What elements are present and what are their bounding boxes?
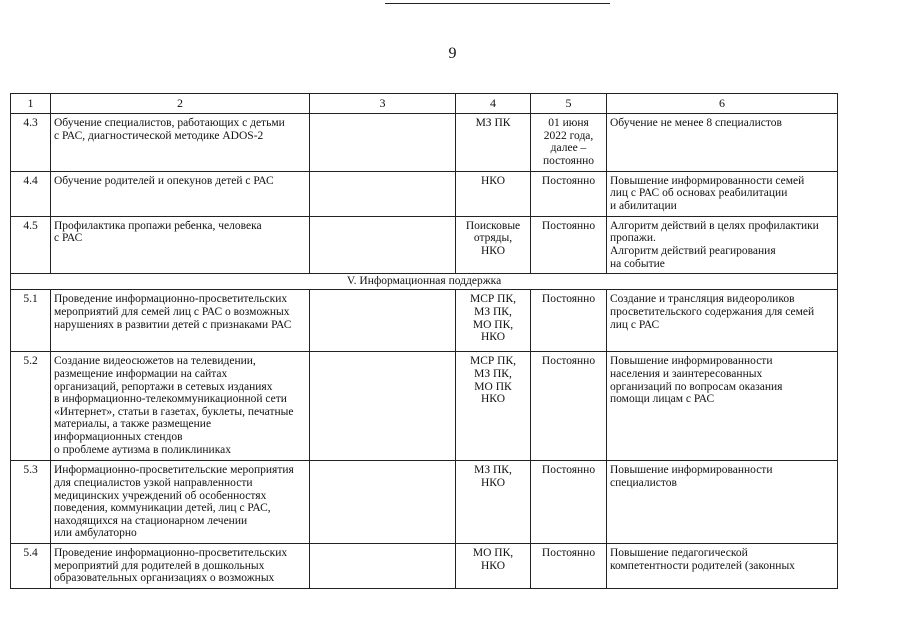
cell-line: помощи лицам с РАС [610,393,715,406]
cell-line: организаций, репортажи в сетевых изданиях [54,380,273,393]
cell-line: Постоянно [541,464,596,477]
result-cell [607,290,838,352]
action-cell [51,544,310,589]
cell-line: МСР ПК, [469,355,517,368]
result-cell [607,352,838,461]
action-cell [51,461,310,544]
executor-cell [456,216,531,274]
table-row [11,544,838,589]
cell-line: МО ПК, [472,318,514,331]
cell-line: на событие [610,257,665,270]
row-number: 5.2 [11,352,51,461]
cell-line: размещение информации на сайтах [54,367,228,380]
header-cell: 2 [51,94,310,114]
table-row [11,216,838,274]
empty-cell [310,461,456,544]
cell-line: Создание и трансляция видеороликов [610,293,795,306]
cell-line: населения и заинтересованных [610,367,763,380]
cell-line: НКО [481,331,505,344]
result-cell [607,114,838,172]
cell-line: МЗ ПК [475,117,511,130]
cell-line: просветительского содержания для семей [610,305,815,318]
table-row [11,461,838,544]
cell-line: или амбулаторно [54,527,137,540]
term-cell [531,290,607,352]
cell-line: компетентности родителей (законных [610,559,795,572]
table-row [11,290,838,352]
cell-line: Поисковые [465,219,521,232]
row-number: 5.3 [11,461,51,544]
cell-line: организаций по вопросам оказания [610,380,783,393]
empty-cell [310,114,456,172]
executor-cell [456,352,531,461]
cell-line: материалы, а также размещение [54,418,212,431]
executor-cell [456,290,531,352]
cell-line: МО ПК [474,380,512,393]
action-cell [51,114,310,172]
action-cell [51,216,310,274]
cell-line: Повышение педагогической [610,547,748,560]
action-cell [51,290,310,352]
cell-line: Создание видеосюжетов на телевидении, [54,355,256,368]
cell-line: Алгоритм действий в целях профилактики [610,219,819,232]
executor-cell [456,544,531,589]
cell-line: НКО [481,476,505,489]
row-number: 4.5 [11,216,51,274]
cell-line: Обучение специалистов, работающих с детьми [54,117,285,130]
cell-line: в информационно-телекоммуникационной сети [54,393,287,406]
cell-line: Алгоритм действий реагирования [610,244,776,257]
cell-line: МЗ ПК, [474,464,512,477]
cell-line: НКО [481,174,505,187]
row-number: 5.4 [11,544,51,589]
empty-cell [310,544,456,589]
term-cell [531,171,607,216]
action-cell [51,352,310,461]
cell-line: Повышение информированности [610,355,773,368]
cell-line: Постоянно [541,355,596,368]
cell-line: находящихся на стационарном лечении [54,514,248,527]
cell-line: поведения, коммуникации детей, лиц с РАС, [54,502,271,515]
executor-cell [456,114,531,172]
header-cell: 5 [531,94,607,114]
cell-line: НКО [481,244,505,257]
header-cell: 3 [310,94,456,114]
cell-line: специалистов [610,476,677,489]
term-cell [531,216,607,274]
cell-line: Обучение не менее 8 специалистов [610,117,782,130]
header-row [11,94,838,114]
executor-cell [456,171,531,216]
cell-line: с РАС, диагностической методике ADOS-2 [54,129,264,142]
term-cell [531,461,607,544]
cell-line: медицинских учреждений об особенностях [54,489,267,502]
action-cell [51,171,310,216]
term-cell [531,352,607,461]
cell-line: «Интернет», статьи в газетах, буклеты, печатные [54,405,294,418]
cell-line: Проведение информационно-просветительских [54,547,288,560]
cell-line: лиц с РАС об основах реабилитации [610,187,788,200]
cell-line: Постоянно [541,547,596,560]
cell-line: постоянно [542,155,595,168]
result-cell [607,544,838,589]
cell-line: отряды, [473,232,513,245]
section-title: V. Информационная поддержка [11,274,838,290]
top-rule [385,3,610,4]
section-row [11,274,838,290]
cell-line: МЗ ПК, [474,367,512,380]
cell-line: МО ПК, [472,547,514,560]
result-cell [607,171,838,216]
row-number: 5.1 [11,290,51,352]
cell-line: НКО [481,393,505,406]
cell-line: Повышение информированности [610,464,773,477]
cell-line: с РАС [54,232,83,245]
cell-line: Обучение родителей и опекунов детей с РАС [54,174,274,187]
cell-line: Информационно-просветительские мероприятия [54,464,294,477]
empty-cell [310,290,456,352]
cell-line: пропажи. [610,232,656,245]
empty-cell [310,171,456,216]
cell-line: Проведение информационно-просветительских [54,293,288,306]
term-cell [531,114,607,172]
cell-line: мероприятий для семей лиц с РАС о возможных [54,305,290,318]
row-number: 4.3 [11,114,51,172]
header-cell: 6 [607,94,838,114]
cell-line: 01 июня [548,117,589,130]
header-cell: 4 [456,94,531,114]
table-row [11,352,838,461]
cell-line: Постоянно [541,293,596,306]
cell-line: Повышение информированности семей [610,174,805,187]
cell-line: образовательных организациях о возможных [54,572,275,585]
cell-line: для специалистов узкой направленности [54,476,253,489]
page-number: 9 [448,45,457,62]
plan-table [10,93,838,589]
table-row [11,114,838,172]
cell-line: далее – [550,142,587,155]
executor-cell [456,461,531,544]
row-number: 4.4 [11,171,51,216]
cell-line: Постоянно [541,174,596,187]
term-cell [531,544,607,589]
cell-line: НКО [481,559,505,572]
cell-line: МСР ПК, [469,293,517,306]
cell-line: лиц с РАС [610,318,660,331]
empty-cell [310,216,456,274]
cell-line: 2022 года, [543,129,594,142]
cell-line: МЗ ПК, [474,305,512,318]
result-cell [607,461,838,544]
cell-line: о проблеме аутизма в поликлиниках [54,443,231,456]
table-row [11,171,838,216]
cell-line: Профилактика пропажи ребенка, человека [54,219,262,232]
header-cell: 1 [11,94,51,114]
cell-line: и абилитации [610,200,677,213]
cell-line: информационных стендов [54,431,183,444]
cell-line: Постоянно [541,219,596,232]
empty-cell [310,352,456,461]
result-cell [607,216,838,274]
cell-line: нарушениях в развитии детей с признаками РАС [54,318,292,331]
cell-line: мероприятий для родителей в дошкольных [54,559,265,572]
